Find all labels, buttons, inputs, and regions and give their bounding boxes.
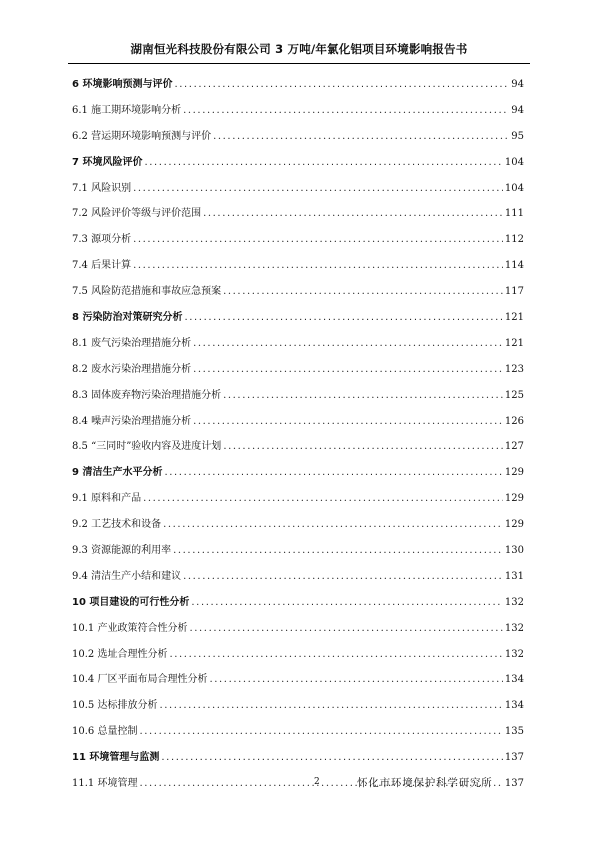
toc-entry[interactable] <box>72 463 524 489</box>
toc-entry-title: 7.4 后果计算 <box>72 260 132 272</box>
toc-entry-title: 8.3 固体废弃物污染治理措施分析 <box>72 389 222 401</box>
toc-entry-page: 137 <box>504 752 524 764</box>
toc-entry-page: 126 <box>504 415 524 427</box>
footer-organization: 怀化市环境保护科学研究所 <box>357 777 493 789</box>
toc-entry-page: 112 <box>504 234 524 246</box>
toc-entry-title: 9.1 原料和产品 <box>72 493 142 505</box>
toc-entry-page: 94 <box>511 79 524 90</box>
toc-entry-title: 8.5 “三同时”验收内容及进度计划 <box>72 441 222 453</box>
table-of-contents <box>72 75 524 800</box>
toc-entry[interactable] <box>72 334 524 360</box>
toc-entry-title: 10.4 厂区平面布局合理性分析 <box>72 674 208 686</box>
toc-entry[interactable] <box>72 619 524 645</box>
toc-entry-title: 6 环境影响预测与评价 <box>72 79 173 90</box>
toc-entry[interactable] <box>72 179 524 205</box>
toc-entry-title: 10.5 达标排放分析 <box>72 700 158 712</box>
header-divider <box>68 63 530 64</box>
toc-leader-dots <box>163 519 503 530</box>
toc-entry-title: 7.2 风险评价等级与评价范围 <box>72 208 202 220</box>
toc-entry-page: 135 <box>504 726 524 738</box>
toc-entry-page: 132 <box>504 648 524 660</box>
toc-leader-dots <box>223 441 503 452</box>
toc-leader-dots <box>133 260 503 271</box>
toc-entry-title: 11.1 环境管理 <box>72 778 138 790</box>
toc-entry-page: 137 <box>504 778 524 790</box>
toc-leader-dots <box>133 234 503 245</box>
toc-entry-page: 95 <box>511 130 524 142</box>
toc-entry[interactable] <box>72 515 524 541</box>
toc-entry-page: 125 <box>504 389 524 401</box>
toc-leader-dots <box>144 157 502 168</box>
toc-leader-dots <box>164 467 502 478</box>
toc-entry-page: 132 <box>504 622 524 634</box>
toc-entry-title: 8.4 噪声污染治理措施分析 <box>72 415 192 427</box>
toc-entry-title: 7 环境风险评价 <box>72 156 143 168</box>
toc-leader-dots <box>193 416 503 427</box>
toc-entry-title: 10 项目建设的可行性分析 <box>72 596 190 608</box>
toc-entry-page: 131 <box>504 570 524 582</box>
toc-leader-dots <box>173 545 503 556</box>
toc-entry-page: 129 <box>504 467 524 479</box>
toc-entry-page: 129 <box>504 493 524 505</box>
toc-entry[interactable] <box>72 153 524 179</box>
toc-leader-dots <box>213 131 509 142</box>
toc-leader-dots <box>183 105 509 116</box>
toc-entry[interactable] <box>72 360 524 386</box>
toc-leader-dots <box>174 79 509 90</box>
toc-leader-dots <box>193 364 503 375</box>
toc-entry-page: 134 <box>504 700 524 712</box>
toc-entry[interactable] <box>72 75 524 101</box>
toc-entry-title: 9.4 清洁生产小结和建议 <box>72 570 182 582</box>
toc-entry-title: 9 清洁生产水平分析 <box>72 467 163 479</box>
toc-entry-title: 11 环境管理与监测 <box>72 752 160 764</box>
toc-entry-title: 10.1 产业政策符合性分析 <box>72 622 188 634</box>
toc-entry-page: 117 <box>504 286 524 298</box>
toc-leader-dots <box>133 183 503 194</box>
toc-entry-page: 111 <box>504 208 524 220</box>
toc-leader-dots <box>189 623 502 634</box>
toc-entry-page: 134 <box>504 674 524 686</box>
toc-entry-page: 94 <box>511 104 524 116</box>
toc-entry-page: 121 <box>504 312 524 324</box>
toc-entry-title: 6.1 施工期环境影响分析 <box>72 104 182 116</box>
toc-entry[interactable] <box>72 101 524 127</box>
toc-entry[interactable] <box>72 670 524 696</box>
toc-entry[interactable] <box>72 204 524 230</box>
toc-leader-dots <box>169 649 502 660</box>
toc-entry[interactable] <box>72 412 524 438</box>
toc-entry[interactable] <box>72 256 524 282</box>
toc-entry-title: 7.5 风险防范措施和事故应急预案 <box>72 286 222 298</box>
toc-entry[interactable] <box>72 308 524 334</box>
toc-entry-page: 121 <box>504 337 524 349</box>
toc-entry-title: 8.2 废水污染治理措施分析 <box>72 363 192 375</box>
toc-entry-title: 9.3 资源能源的利用率 <box>72 545 172 557</box>
toc-leader-dots <box>209 674 502 685</box>
toc-entry[interactable] <box>72 567 524 593</box>
toc-entry-title: 6.2 营运期环境影响预测与评价 <box>72 130 212 142</box>
toc-entry-title: 9.2 工艺技术和设备 <box>72 519 162 531</box>
toc-leader-dots <box>203 208 503 219</box>
toc-leader-dots <box>139 726 502 737</box>
toc-entry[interactable] <box>72 696 524 722</box>
toc-entry-page: 104 <box>504 156 524 168</box>
toc-entry-page: 123 <box>504 363 524 375</box>
toc-leader-dots <box>184 312 502 323</box>
toc-entry[interactable] <box>72 489 524 515</box>
toc-entry[interactable] <box>72 722 524 748</box>
toc-leader-dots <box>159 700 502 711</box>
toc-entry[interactable] <box>72 127 524 153</box>
toc-entry-page: 127 <box>504 441 524 453</box>
toc-entry-page: 104 <box>504 182 524 194</box>
toc-leader-dots <box>143 493 503 504</box>
toc-entry-page: 132 <box>504 596 524 608</box>
toc-entry-title: 10.2 选址合理性分析 <box>72 648 168 660</box>
toc-leader-dots <box>161 752 503 763</box>
toc-entry-title: 8.1 废气污染治理措施分析 <box>72 337 192 349</box>
toc-entry[interactable] <box>72 748 524 774</box>
toc-entry-title: 10.6 总量控制 <box>72 726 138 738</box>
toc-entry[interactable] <box>72 282 524 308</box>
toc-leader-dots <box>191 597 503 608</box>
toc-entry[interactable] <box>72 593 524 619</box>
toc-entry[interactable] <box>72 386 524 412</box>
toc-entry[interactable] <box>72 437 524 463</box>
toc-entry[interactable] <box>72 230 524 256</box>
toc-leader-dots <box>183 571 503 582</box>
page-number: 2 <box>314 777 320 787</box>
toc-entry-title: 7.3 源项分析 <box>72 234 132 246</box>
toc-entry[interactable] <box>72 645 524 671</box>
toc-leader-dots <box>223 390 503 401</box>
toc-entry-title: 8 污染防治对策研究分析 <box>72 312 183 324</box>
toc-entry-page: 129 <box>504 519 524 531</box>
toc-leader-dots <box>193 338 503 349</box>
toc-entry-page: 130 <box>504 545 524 557</box>
toc-entry[interactable] <box>72 541 524 567</box>
toc-leader-dots <box>223 286 503 297</box>
document-header-title: 湖南恒光科技股份有限公司 3 万吨/年氯化铝项目环境影响报告书 <box>130 42 468 56</box>
toc-entry-page: 114 <box>504 260 524 272</box>
toc-entry-title: 7.1 风险识别 <box>72 182 132 194</box>
